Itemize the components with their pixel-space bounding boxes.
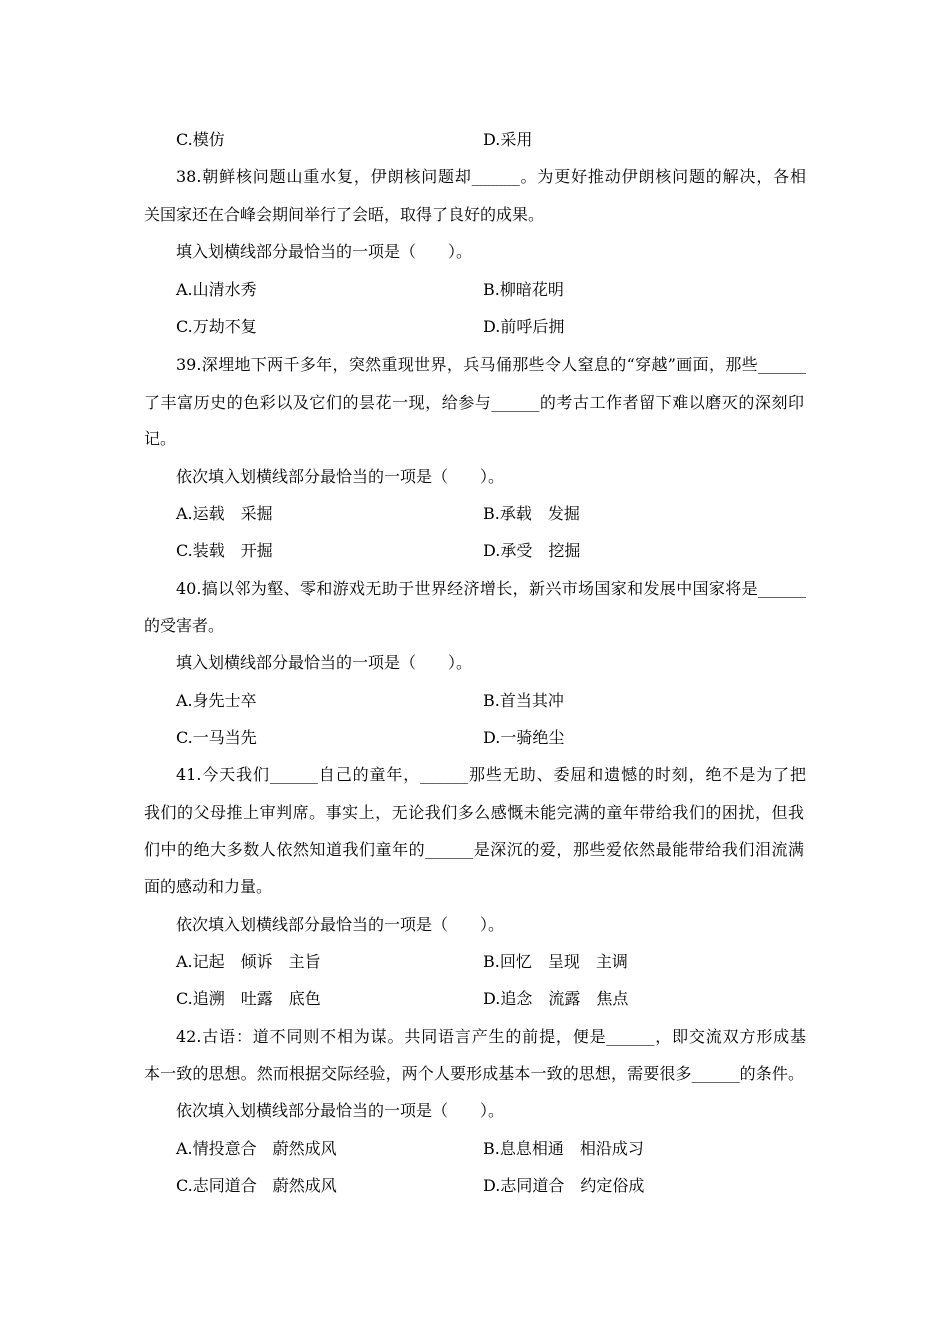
q42-prompt: 依次填入划横线部分最恰当的一项是（ ）。	[176, 1101, 505, 1120]
q40-option-c: C.一马当先	[176, 728, 257, 747]
q42-option-a: A.情投意合 蔚然成风	[176, 1139, 337, 1158]
q38-option-b: B.柳暗花明	[483, 280, 564, 299]
q39-option-c: C.装载 开掘	[176, 541, 273, 560]
q38-stem-line-1: 38.朝鲜核问题山重水复，伊朗核问题却______。为更好推动伊朗核问题的解决，各相	[176, 167, 806, 186]
q42-stem-line-1: 42.古语：道不同则不相为谋。共同语言产生的前提，便是______，即交流双方形成基	[176, 1027, 806, 1046]
q41-option-c: C.追溯 吐露 底色	[176, 989, 321, 1008]
q38-option-d: D.前呼后拥	[483, 317, 565, 336]
q42-option-c: C.志同道合 蔚然成风	[176, 1176, 337, 1195]
q39-option-b: B.承载 发掘	[483, 504, 580, 523]
q39-option-a: A.运载 采掘	[176, 504, 273, 523]
q39-stem-line-2: 了丰富历史的色彩以及它们的昙花一现，给参与______的考古工作者留下难以磨灭的深刻印	[144, 393, 804, 412]
q41-option-a: A.记起 倾诉 主旨	[176, 952, 321, 971]
q40-option-d: D.一骑绝尘	[483, 728, 565, 747]
q39-prompt: 依次填入划横线部分最恰当的一项是（ ）。	[176, 467, 505, 486]
q39-option-d: D.承受 挖掘	[483, 541, 581, 560]
q41-stem-line-2: 我们的父母推上审判席。事实上，无论我们多么感慨未能完满的童年带给我们的困扰，但我	[144, 803, 804, 822]
q39-stem-line-3: 记。	[144, 429, 177, 448]
q41-stem-line-4: 面的感动和力量。	[144, 877, 273, 896]
q40-stem-line-1: 40.搞以邻为壑、零和游戏无助于世界经济增长，新兴市场国家和发展中国家将是______	[176, 579, 806, 598]
q42-option-b: B.息息相通 相沿成习	[483, 1139, 644, 1158]
q40-prompt: 填入划横线部分最恰当的一项是（ ）。	[176, 653, 473, 672]
q37-option-d: D.采用	[483, 130, 533, 149]
q38-prompt: 填入划横线部分最恰当的一项是（ ）。	[176, 242, 473, 261]
q42-stem-line-2: 本一致的思想。然而根据交际经验，两个人要形成基本一致的思想，需要很多______的条件。	[144, 1064, 804, 1083]
q40-stem-line-2: 的受害者。	[144, 616, 225, 635]
q38-option-a: A.山清水秀	[176, 280, 257, 299]
q41-option-b: B.回忆 呈现 主调	[483, 952, 628, 971]
q40-option-b: B.首当其冲	[483, 691, 564, 710]
q38-stem-line-2: 关国家还在合峰会期间举行了会晤，取得了良好的成果。	[144, 205, 545, 224]
q41-stem-line-3: 们中的绝大多数人依然知道我们童年的______是深沉的爱，那些爱依然最能带给我们泪流满	[144, 840, 804, 859]
q37-option-c: C.模仿	[176, 130, 225, 149]
q39-stem-line-1: 39.深埋地下两千多年，突然重现世界，兵马俑那些令人窒息的“穿越”画面，那些______	[176, 355, 806, 374]
q42-option-d: D.志同道合 约定俗成	[483, 1176, 645, 1195]
q38-option-c: C.万劫不复	[176, 317, 257, 336]
q40-option-a: A.身先士卒	[176, 691, 257, 710]
q41-option-d: D.追念 流露 焦点	[483, 989, 629, 1008]
q41-stem-line-1: 41.今天我们______自己的童年，______那些无助、委屈和遗憾的时刻，绝不是为了把	[176, 765, 806, 784]
q41-prompt: 依次填入划横线部分最恰当的一项是（ ）。	[176, 915, 505, 934]
